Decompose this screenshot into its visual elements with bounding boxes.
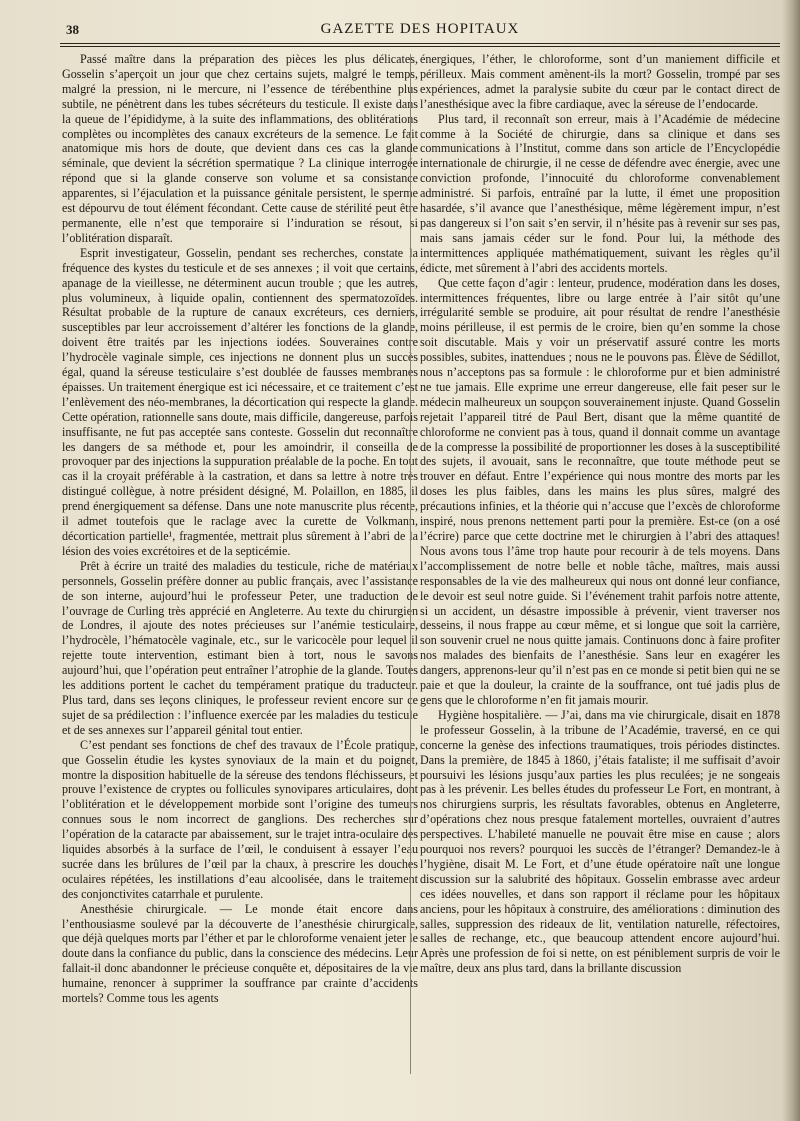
- left-column: [62, 52, 418, 1006]
- paragraph: C’est pendant ses fonctions de chef des travaux de l’École pratique, que Gosselin étudie les kystes synoviaux de la main et du poignet, montre la disposition habituelle de la séreuse des tendons fléchisseurs, et prouve l’existence de cryptes ou follicules synovipares articulaires, dont l’oblitération et le développement morbide sont l’origine des tumeurs connues sous le nom incorrect de ganglions. Des recherches sur l’opération de la cataracte par abaissement, sur le trajet intra-oculaire des liquides absorbés à la surface de l’œil, le conduisent à essayer l’eau sucrée dans les brûlures de l’œil par la chaux, à prescrire les douches oculaires répétées, les instillations d’eau alcoolisée, dans le traitement des conjonctivites catarrhale et purulente.: [62, 737, 418, 901]
- paragraph: Passé maître dans la préparation des pièces les plus délicates, Gosselin s’aperçoit un jour que chez certains sujets, malgré le temps, malgré la pression, ni le mercure, ni l’essence de térébenthine plus subtile, ne pénètrent dans les tubes sécréteurs du testicule. Il existe dans la queue de l’épididyme, à la suite des inflammations, des oblitérations complètes ou incomplètes des canaux excréteurs de la semence. Le fait anatomique mis hors de doute, que devient dans ces cas la glande séminale, que devient la sécrétion spermatique ? La clinique interrogée répond que si la glande conserve son volume et sa consistance apparentes, si l’éjaculation et la puissance génitale persistent, le sperme est dépourvu de tout élément fécondant. Cette cause de stérilité peut être permanente, elle n’est que temporaire si l’induration se résout, si l’oblitération disparaît.: [62, 52, 418, 245]
- paragraph: Que cette façon d’agir : lenteur, prudence, modération dans les doses, intermittences fréquentes, libre ou large entrée à l’air sitôt qu’une irrégularité semble se produire, ait pour résultat de rendre l’anesthésie moins périlleuse, il est permis de le croire, bien qu’en somme la chose soit discutable. Mais y voir un préservatif assuré contre les morts possibles, subites, inattendues ; nous ne le pouvons pas. Élève de Sédillot, nous n’acceptons pas sa formule : le chloroforme pur et bien administré ne tue jamais. Elle exprime une erreur dangereuse, elle fait peser sur le médecin malheureux un soupçon souverainement injuste. Quand Gosselin rejetait l’appareil titré de Paul Bert, disant que la même quantité de chloroforme ne convient pas à tous, quand il donnait comme un avantage de la compresse la possibilité de proportionner les doses à la susceptibilité des sujets, il avouait, sans le reconnaître, que toute méthode peut se trouver en défaut. Entre l’expérience qui nous montre des morts par les doses les plus faibles, dans les mains les plus sûres, malgré des précautions infinies, et la théorie qui n’accuse que l’excès de chloroforme inspiré, nous prenons nettement parti pour la première. Est-ce (on a osé l’écrire) parce que cette doctrine met le chirurgien à l’abri des attaques! Nous avons tous l’âme trop haute pour recourir à de tels moyens. Dans l’accomplissement de notre belle et noble tâche, maîtres, mais aussi responsables de la vie des malheureux qui nous ont donné leur confiance, le devoir est seul notre guide. Si l’événement trahit parfois notre attente, si un accident, un désastre impossible à prévenir, vient traverser nos desseins, il nous frappe au cœur même, et si longue que soit la carrière, son souvenir cruel ne nous quitte jamais. Continuons donc à faire profiter nos malades des bienfaits de l’anesthésie. Sans leur en exagérer les dangers, apprenons-leur qu’il n’est pas en ce monde si petit bien qui ne se paie et que la douleur, la crainte de la souffrance, ont tué jadis plus de gens que le chloroforme n’en fit jamais mourir.: [420, 275, 780, 707]
- paragraph: Hygiène hospitalière. — J’ai, dans ma vie chirurgicale, disait en 1878 le professeur Gosselin, à la tribune de l’Académie, traversé, en ce qui concerne la genèse des infections traumatiques, trois périodes distinctes. Dans la première, de 1845 à 1860, j’étais fataliste; il me suffisait d’avoir poursuivi les lésions jusqu’aux parties les plus reculées; je ne songeais pas à les prévenir. Les belles études du professeur Le Fort, en montrant, à nos chirurgiens surpris, les résultats favorables, obtenus en Angleterre, d’opérations chez nous presque fatalement mortelles, ouvraient d’autres perspectives. L’habileté manuelle ne pouvait être mise en cause ; alors pourquoi nos revers? pourquoi les succès de l’étranger? Demandez-le à l’hygiène, disait M. Le Fort, et d’une étude opératoire naît une longue discussion sur la salubrité des hôpitaux. Gosselin embrasse avec ardeur ces idées nouvelles, et dans son rapport il réclame pour les hôpitaux anciens, pour les hôpitaux à construire, des améliorations : diminution des salles, suppression des rideaux de lit, ventilation naturelle, réfectoires, salles de rechange, etc., que beaucoup attendent encore aujourd’hui. Après une profession de foi si nette, on est péniblement surpris de voir le maître, deux ans plus tard, dans la brillante discussion: [420, 707, 780, 976]
- paragraph: Anesthésie chirurgicale. — Le monde était encore dans l’enthousiasme soulevé par la découverte de l’anesthésie chirurgicale, que déjà quelques morts par l’éther et par le chloroforme venaient jeter le doute dans la confiance du public, dans la conscience des médecins. Leur fallait-il donc abandonner le précieuse conquête et, dépositaires de la vie humaine, renoncer à supprimer la souffrance par crainte d’accidents mortels? Comme tous les agents: [62, 901, 418, 1006]
- binding-shadow: [782, 0, 800, 1121]
- right-column: [420, 52, 780, 976]
- running-title: GAZETTE DES HOPITAUX: [320, 21, 520, 37]
- paragraph: Plus tard, il reconnaît son erreur, mais à l’Académie de médecine comme à la Société de chirurgie, dans sa clinique et dans ses communications à l’Institut, comme dans son article de l’Encyclopédie internationale de chirurgie, il ne cesse de défendre avec énergie, avec une conviction profonde, l’innocuité du chloroforme convenablement administré. Si parfois, entraîné par la lutte, il émet une proposition hasardée, s’il avance que l’anesthésique, même légèrement impur, n’est pas dangereux si l’on sait s’en servir, il n’hésite pas à revenir sur ses pas, mais sans jamais céder sur le fond. Pour lui, la méthode des intermittences appliquée mathématiquement, suivant les règles qu’il édicte, met sûrement à l’abri des accidents mortels.: [420, 111, 780, 275]
- paragraph: Esprit investigateur, Gosselin, pendant ses recherches, constate la fréquence des kystes du testicule et de ses annexes ; il voit que certains, apanage de la vieillesse, ne déterminent aucun trouble ; que les autres, plus volumineux, à liquide opalin, contiennent des spermatozoïdes. Résultat probable de la rupture de canaux excréteurs, ces derniers, susceptibles par leur accroissement d’altérer les fonctions de la glande, doivent être traités par les injections iodées. Souveraines contre l’hydrocèle vaginale simple, ces injections ne donnent plus un succès égal, quand la séreuse testiculaire s’est doublée de fausses membranes épaisses. Un traitement énergique est ici nécessaire, et ce traitement c’est l’enlèvement des néo-membranes, la décortication qui respecte la glande. Cette opération, rationnelle sans doute, mais difficile, dangereuse, parfois insuffisante, ne fut pas acceptée sans conteste. Gosselin dut reconnaître les dangers de sa méthode et, pour les amoindrir, il conseilla de provoquer par des injections la suppuration préalable de la poche. En tout cas il la croyait préférable à la castration, et dans sa lettre à notre très distingué collègue, à notre président désigné, M. Polaillon, en 1885, il prend énergiquement sa défense. Dans une note manuscrite plus récente, il admet toutefois que le raclage avec la curette de Volkmann, décortication partielle¹, fragmentée, mettrait plus sûrement à l’abri de la lésion des voies excrétoires et de la septicémie.: [62, 245, 418, 558]
- header-rule-top: [60, 43, 780, 44]
- header-rule-bottom: [60, 46, 780, 47]
- page-number: 38: [66, 22, 79, 37]
- paragraph: Prêt à écrire un traité des maladies du testicule, riche de matériaux personnels, Gosselin préfère donner au public français, avec l’assistance de son interne, aujourd’hui le professeur Peter, une traduction de l’ouvrage de Curling très apprécié en Angleterre. Au texte du chirurgien de Londres, il ajoute des notes précieuses sur l’anémie testiculaire, l’hydrocèle, l’hématocèle vaginale, etc., sur le varicocèle pour lequel il rejette toute intervention, estimant bien à tort, nous le savons aujourd’hui, que l’opération peut entraîner l’atrophie de la glande. Toutes les additions portent le cachet du tempérament pratique du traducteur. Plus tard, dans ses leçons cliniques, le professeur revient encore sur ce sujet de sa prédilection : l’influence exercée par les maladies du testicule et de ses annexes sur l’appareil génital tout entier.: [62, 558, 418, 737]
- page-header: [60, 20, 780, 40]
- paragraph: énergiques, l’éther, le chloroforme, sont d’un maniement difficile et périlleux. Mais comment amènent-ils la mort? Gosselin, trompé par ses expériences, admet la paralysie subite du cœur par le contact direct de l’anesthésique avec la fibre cardiaque, avec la séreuse de l’endocarde.: [420, 52, 780, 111]
- column-divider: [410, 54, 411, 1074]
